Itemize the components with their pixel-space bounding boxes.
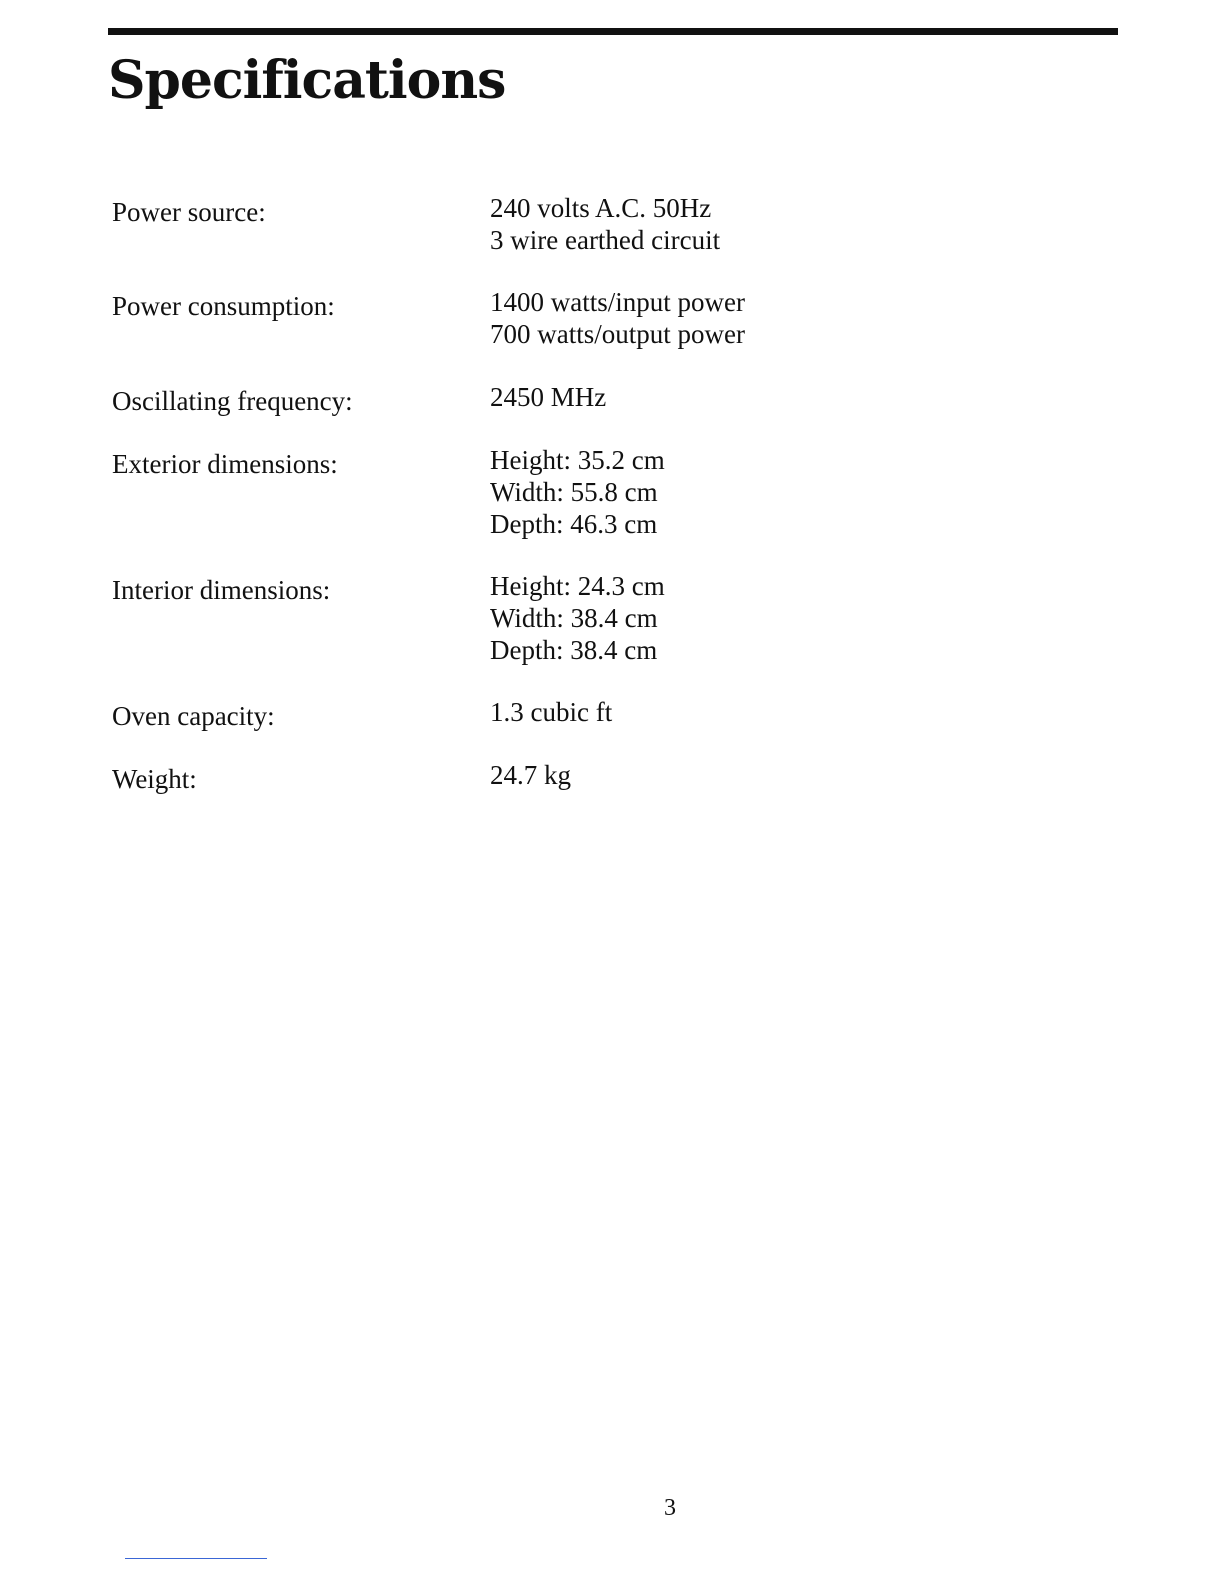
spec-value: Width: 55.8 cm [490,477,658,507]
spec-label: Exterior dimensions: [112,449,338,479]
spec-value: Width: 38.4 cm [490,603,658,633]
page-title: Specifications [108,50,506,111]
spec-value: Depth: 46.3 cm [490,509,658,539]
spec-label: Oven capacity: [112,701,275,731]
spec-value: Height: 35.2 cm [490,445,665,475]
spec-values [490,192,720,256]
spec-value: 2450 MHz [490,382,607,412]
page-number: 3 [664,1495,676,1521]
spec-label: Power source: [112,197,266,227]
spec-label: Power consumption: [112,291,335,321]
spec-label: Oscillating frequency: [112,386,353,416]
spec-value: 700 watts/output power [490,319,745,349]
spec-values [490,381,606,413]
spec-value: 240 volts A.C. 50Hz [490,193,712,223]
spec-label: Interior dimensions: [112,575,331,605]
spec-value: 1400 watts/input power [490,287,745,317]
spec-values [490,286,745,350]
spec-value: 24.7 kg [490,760,571,790]
spec-values [490,570,665,666]
spec-value: Depth: 38.4 cm [490,635,658,665]
spec-value: 3 wire earthed circuit [490,225,721,255]
spec-values [490,696,612,728]
spec-value: Height: 24.3 cm [490,571,665,601]
spec-label: Weight: [112,764,197,794]
spec-values [490,759,571,791]
bottom-link-line [125,1558,267,1559]
spec-value: 1.3 cubic ft [490,697,613,727]
spec-values [490,444,665,540]
